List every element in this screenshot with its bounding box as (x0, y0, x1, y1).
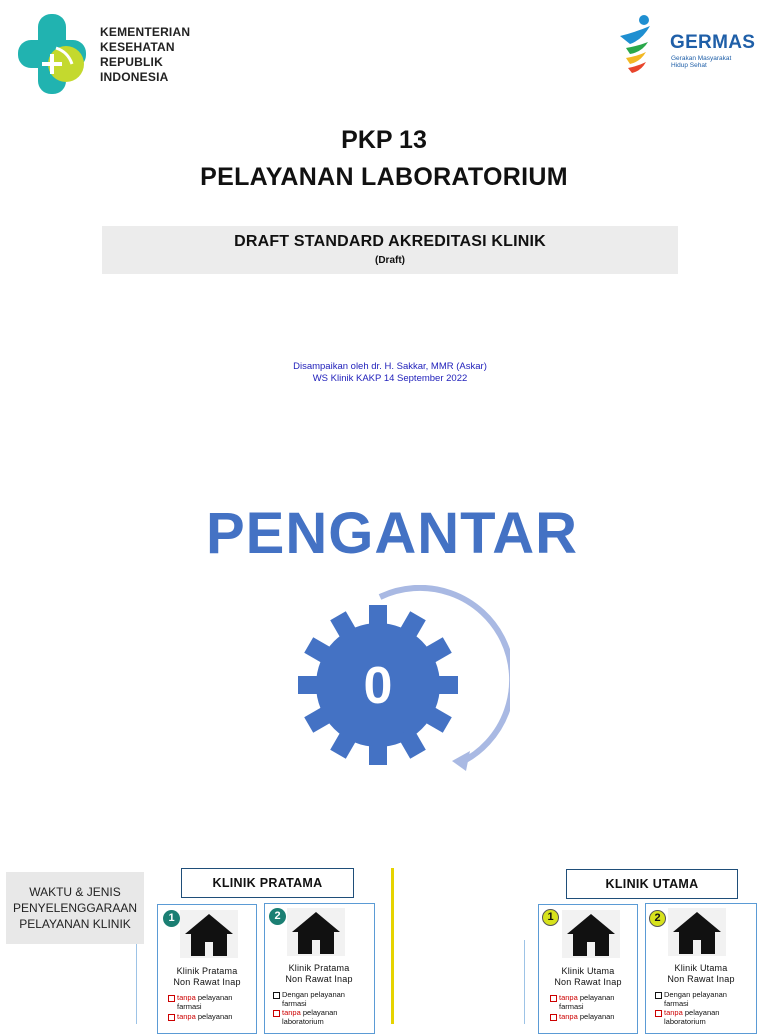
arrow-head-icon (452, 751, 470, 771)
page-title: PKP 13 (341, 126, 427, 154)
germas-tagline: Gerakan Masyarakat Hidup Sehat (671, 55, 732, 69)
gear-tooth (298, 676, 324, 694)
option-farmasi: tanpa pelayanan farmasi (168, 993, 254, 1011)
draft-title: DRAFT STANDARD AKREDITASI KLINIK (234, 233, 546, 250)
klinik-pratama-header: KLINIK PRATAMA (181, 868, 354, 898)
number-badge: 2 (649, 910, 666, 927)
house-icon (287, 908, 345, 956)
gear-tooth (369, 605, 387, 631)
section-divider (391, 868, 394, 1024)
number-badge: 1 (542, 909, 559, 926)
house-icon (562, 910, 620, 958)
ministry-name: KEMENTERIAN KESEHATAN REPUBLIK INDONESIA (100, 25, 191, 84)
number-badge: 2 (269, 908, 286, 925)
house-icon (668, 908, 726, 956)
house-icon (180, 910, 238, 958)
connector-line (524, 940, 525, 1024)
card-title: Klinik Pratama Non Rawat Inap (173, 966, 241, 987)
card-title: Klinik Pratama Non Rawat Inap (285, 963, 353, 984)
option-laboratorium: tanpa pelayanan laboratorium (273, 1008, 373, 1026)
germas-logo-icon (618, 14, 658, 80)
kemenkes-logo-icon (16, 12, 88, 96)
option-farmasi: Dengan pelayanan farmasi (273, 990, 373, 1008)
page-subtitle: PELAYANAN LABORATORIUM (200, 163, 568, 191)
gear-graphic (290, 585, 510, 785)
connector-line (136, 944, 137, 1024)
gear-tooth (432, 676, 458, 694)
option-laboratorium: tanpa pelayanan (550, 1012, 636, 1021)
option-laboratorium: tanpa pelayanan laboratorium (655, 1008, 755, 1026)
germas-wordmark: GERMAS (670, 32, 756, 53)
option-farmasi: Dengan pelayanan farmasi (655, 990, 755, 1008)
card-title: Klinik Utama Non Rawat Inap (554, 966, 622, 987)
klinik-utama-header: KLINIK UTAMA (566, 869, 738, 899)
option-farmasi: tanpa pelayanan farmasi (550, 993, 636, 1011)
draft-subtitle: (Draft) (375, 255, 405, 266)
gear-tooth (369, 739, 387, 765)
option-laboratorium: tanpa pelayanan (168, 1012, 254, 1021)
section-title: PENGANTAR (205, 501, 579, 566)
gear-number: 0 (363, 657, 393, 715)
card-title: Klinik Utama Non Rawat Inap (667, 963, 735, 984)
workshop-line: WS Klinik KAKP 14 September 2022 (312, 373, 468, 384)
presenter-line: Disampaikan oleh dr. H. Sakkar, MMR (Askar) (293, 361, 487, 372)
waktu-label: WAKTU & JENIS PENYELENGGARAAN PELAYANAN KLINIK (12, 885, 138, 931)
number-badge: 1 (163, 910, 180, 927)
